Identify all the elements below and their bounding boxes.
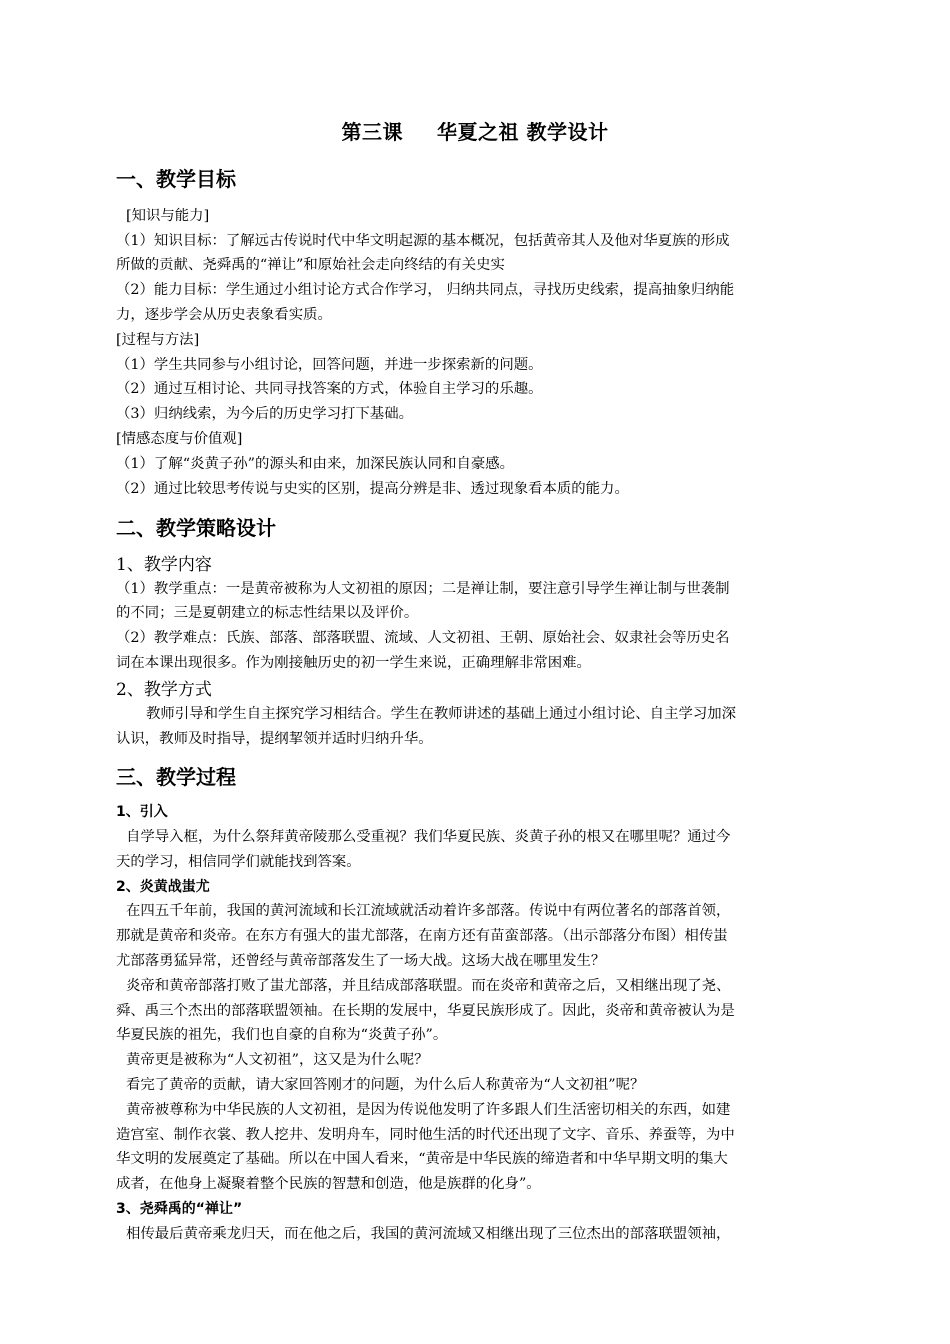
step-heading: 1、引入 bbox=[116, 804, 168, 820]
text-line: 所做的贡献、尧舜禹的“禅让”和原始社会走向终结的有关史实 bbox=[116, 257, 505, 273]
section-heading-process: 三、教学过程 bbox=[116, 765, 236, 789]
text-line: 看完了黄帝的贡献，请大家回答刚才的问题，为什么后人称黄帝为“人文初祖”呢？ bbox=[126, 1077, 645, 1093]
text-line: 华夏民族的祖先，我们也自豪的自称为“炎黄子孙”。 bbox=[116, 1027, 448, 1043]
lesson-title: 华夏之祖 教学设计 bbox=[437, 120, 609, 144]
text-line: 炎帝和黄帝部落打败了蚩尤部落，并且结成部落联盟。而在炎帝和黄帝之后，又相继出现了尧、 bbox=[126, 978, 731, 994]
text-line: 尤部落勇猛异常，还曾经与黄帝部落发生了一场大战。这场大战在哪里发生？ bbox=[116, 953, 606, 969]
text-line: 的不同；三是夏朝建立的标志性结果以及评价。 bbox=[116, 605, 419, 621]
text-line: 成者，在他身上凝聚着整个民族的智慧和创造，他是族群的化身”。 bbox=[116, 1176, 541, 1192]
text-line: （2）通过互相讨论、共同寻找答案的方式，体验自主学习的乐趣。 bbox=[116, 381, 543, 397]
subsection-heading: 1、教学内容 bbox=[116, 555, 212, 575]
section-heading-strategy: 二、教学策略设计 bbox=[116, 516, 276, 540]
text-line: 力，逐步学会从历史表象看实质。 bbox=[116, 307, 332, 323]
text-line: （3）归纳线索，为今后的历史学习打下基础。 bbox=[116, 406, 413, 422]
text-line: 自学导入框，为什么祭拜黄帝陵那么受重视？我们华夏民族、炎黄子孙的根又在哪里呢？通过今 bbox=[126, 829, 731, 845]
text-line: 黄帝被尊称为中华民族的人文初祖，是因为传说他发明了许多跟人们生活密切相关的东西，如建 bbox=[126, 1102, 731, 1118]
text-line: 词在本课出现很多。作为刚接触历史的初一学生来说，正确理解非常困难。 bbox=[116, 655, 591, 671]
text-line: （1）学生共同参与小组讨论，回答问题，并进一步探索新的问题。 bbox=[116, 357, 543, 373]
text-line: （1）知识目标：了解远古传说时代中华文明起源的基本概况，包括黄帝其人及他对华夏族的形成 bbox=[116, 233, 730, 249]
text-line: 那就是黄帝和炎帝。在东方有强大的蚩尤部落，在南方还有苗蛮部落。（出示部落分布图）相传蚩 bbox=[116, 928, 728, 944]
text-line: 天的学习，相信同学们就能找到答案。 bbox=[116, 854, 361, 870]
text-line: （1）了解“炎黄子孙”的源头和由来，加深民族认同和自豪感。 bbox=[116, 456, 515, 472]
text-line: [过程与方法] bbox=[116, 332, 200, 348]
text-line: 舜、禹三个杰出的部落联盟领袖。在长期的发展中，华夏民族形成了。因此，炎帝和黄帝被认为是 bbox=[116, 1003, 735, 1019]
document-title bbox=[0, 116, 950, 145]
text-line: 黄帝更是被称为“人文初祖”，这又是为什么呢？ bbox=[126, 1052, 429, 1068]
text-line: 认识，教师及时指导，提纲挈领并适时归纳升华。 bbox=[116, 731, 433, 747]
step-heading: 2、炎黄战蚩尤 bbox=[116, 879, 210, 895]
lesson-number: 第三课 bbox=[341, 120, 404, 144]
text-line: [情感态度与价值观] bbox=[116, 431, 243, 447]
text-line: 在四五千年前，我国的黄河流域和长江流域就活动着许多部落。传说中有两位著名的部落首领， bbox=[126, 903, 731, 919]
text-line: 造宫室、制作衣裳、教人挖井、发明舟车，同时他生活的时代还出现了文字、音乐、养蚕等，为中 bbox=[116, 1127, 735, 1143]
section-heading-goals: 一、教学目标 bbox=[116, 167, 236, 191]
text-line: [知识与能力] bbox=[126, 208, 210, 224]
text-line: （2）通过比较思考传说与史实的区别，提高分辨是非、透过现象看本质的能力。 bbox=[116, 481, 629, 497]
text-line: 教师引导和学生自主探究学习相结合。学生在教师讲述的基础上通过小组讨论、自主学习加深 bbox=[146, 706, 737, 722]
subsection-heading: 2、教学方式 bbox=[116, 680, 212, 700]
step-heading: 3、尧舜禹的“禅让” bbox=[116, 1201, 243, 1217]
text-line: 华文明的发展奠定了基础。所以在中国人看来，“黄帝是中华民族的缔造者和中华早期文明的集大 bbox=[116, 1151, 728, 1167]
text-line: （2）教学难点：氏族、部落、部落联盟、流域、人文初祖、王朝、原始社会、奴隶社会等历史名 bbox=[116, 630, 730, 646]
text-line: （1）教学重点：一是黄帝被称为人文初祖的原因；二是禅让制，要注意引导学生禅让制与世袭制 bbox=[116, 581, 730, 597]
text-line: 相传最后黄帝乘龙归天，而在他之后，我国的黄河流域又相继出现了三位杰出的部落联盟领袖， bbox=[126, 1226, 731, 1242]
text-line: （2）能力目标：学生通过小组讨论方式合作学习， 归纳共同点，寻找历史线索，提高抽象归纳能 bbox=[116, 282, 735, 298]
